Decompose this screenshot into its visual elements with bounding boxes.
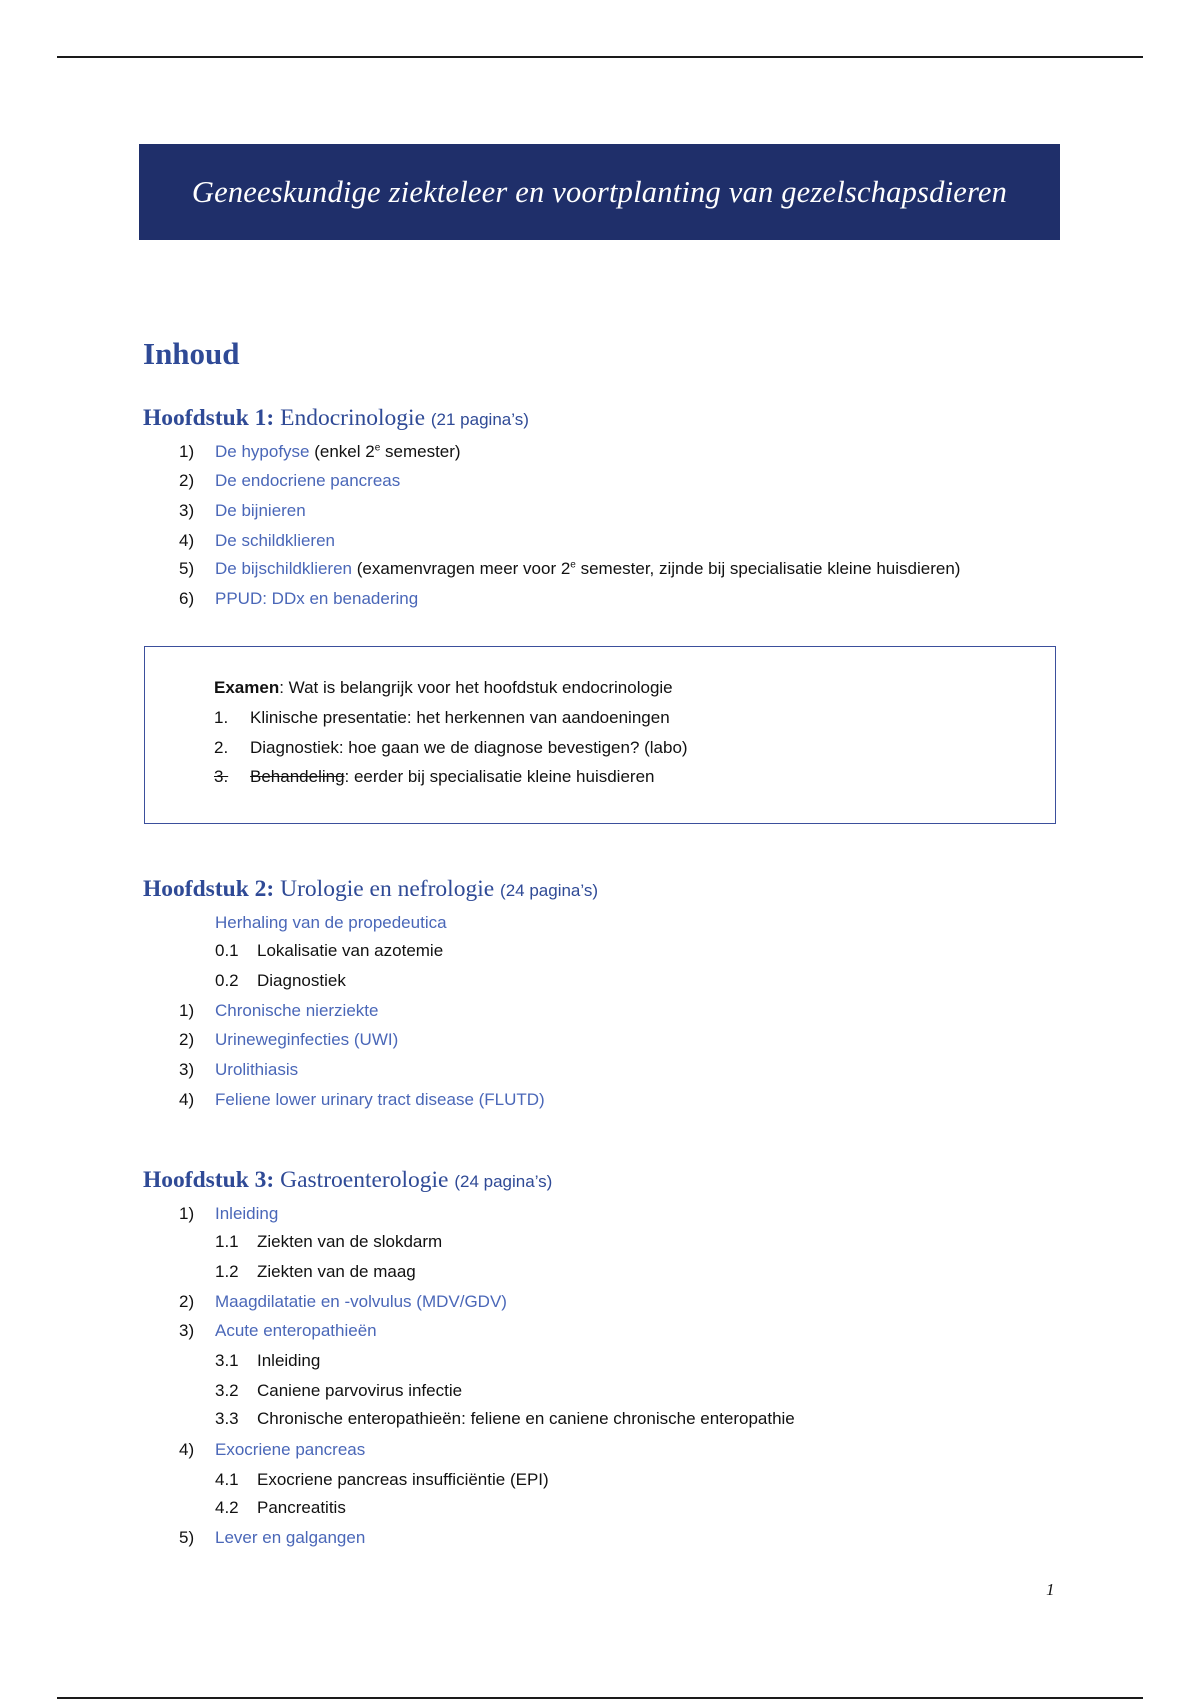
entry-number: 4) [179,1090,195,1109]
subentry-number: 4.1 [215,1470,239,1489]
toc-entry[interactable] [179,471,400,491]
subentry-text: Ziekten van de maag [257,1262,416,1281]
toc-link-nierziekte[interactable]: Chronische nierziekte [215,1001,379,1020]
toc-link-endocriene-pancreas[interactable]: De endocriene pancreas [215,471,401,490]
toc-subentry [215,1470,549,1490]
toc-entry[interactable] [179,1204,278,1224]
subentry-number: 0.2 [215,971,239,990]
toc-subentry [215,1351,320,1371]
toc-link-uwi[interactable]: Urineweginfecties (UWI) [215,1030,399,1049]
entry-number: 1) [179,1001,195,1020]
subentry-number: 3.3 [215,1409,239,1428]
chapter-3-label: Hoofdstuk 3: [143,1167,275,1193]
chapter-1-heading [143,405,529,432]
exam-item-text: Diagnostiek: hoe gaan we de diagnose bevestigen? (labo) [250,738,688,757]
entry-number: 4) [179,531,195,550]
chapter-3-heading [143,1167,552,1194]
exam-note-box [144,646,1056,824]
exam-item-text: : eerder bij specialisatie kleine huisdieren [344,767,655,786]
subentry-text: Inleiding [257,1351,321,1370]
subentry-number: 1.2 [215,1262,239,1281]
chapter-3-title: Gastroenterologie [280,1167,449,1193]
toc-subentry [215,941,443,961]
entry-number: 4) [179,1440,195,1459]
entry-number: 5) [179,1528,195,1547]
subentry-text: Caniene parvovirus infectie [257,1381,463,1400]
page-number: 1 [1046,1580,1055,1599]
entry-number: 1) [179,1204,195,1223]
toc-link-urolithiasis[interactable]: Urolithiasis [215,1060,299,1079]
entry-number: 2) [179,471,195,490]
chapter-3-pages: (24 pagina’s) [454,1172,553,1191]
toc-link-acute-enteropathieen[interactable]: Acute enteropathieën [215,1321,377,1340]
exam-item-number: 2. [214,738,229,757]
entry-number: 1) [179,442,195,461]
entry-note-sup: e [374,442,381,454]
toc-link-schildklieren[interactable]: De schildklieren [215,531,335,550]
toc-entry[interactable] [179,442,461,462]
chapter-2-label: Hoofdstuk 2: [143,876,275,902]
toc-subentry [215,1498,346,1518]
subentry-number: 3.2 [215,1381,239,1400]
chapter-2-pages: (24 pagina’s) [500,881,599,900]
toc-subentry [215,1381,462,1401]
exam-intro [214,678,673,698]
document-title: Geneeskundige ziekteleer en voortplanting van gezelschapsdieren [191,174,1008,209]
toc-link-exocriene-pancreas[interactable]: Exocriene pancreas [215,1440,366,1459]
entry-note: (enkel 2 [314,442,375,461]
chapter-1-pages: (21 pagina’s) [430,410,529,429]
chapter-2-title: Urologie en nefrologie [280,876,495,902]
top-rule [57,56,1143,58]
toc-entry[interactable] [179,559,960,579]
toc-entry[interactable] [179,1030,398,1050]
title-banner [139,144,1060,240]
subentry-text: Diagnostiek [257,971,346,990]
subentry-number: 1.1 [215,1232,239,1251]
subentry-text: Pancreatitis [257,1498,346,1517]
toc-subentry [215,1232,442,1252]
subentry-text: Exocriene pancreas insufficiëntie (EPI) [257,1470,549,1489]
entry-number: 3) [179,1321,195,1340]
chapter-1-label: Hoofdstuk 1: [143,405,275,431]
chapter-1-title: Endocrinologie [280,405,426,431]
subentry-text: Chronische enteropathieën: feliene en caniene chronische enteropathie [257,1409,795,1428]
toc-link-propedeutica[interactable]: Herhaling van de propedeutica [215,913,447,932]
toc-entry[interactable] [179,1528,365,1548]
exam-item-text: Klinische presentatie: het herkennen van aandoeningen [250,708,670,727]
exam-item [214,767,654,787]
exam-item-number: 3. [214,767,229,786]
toc-link-ppud[interactable]: PPUD: DDx en benadering [215,589,419,608]
entry-note-end: semester, zijnde bij specialisatie kleine huisdieren) [575,559,961,578]
subentry-number: 0.1 [215,941,239,960]
subentry-text: Lokalisatie van azotemie [257,941,444,960]
exam-item [214,708,670,728]
entry-note-sup: e [570,559,576,571]
exam-label: Examen [214,678,280,697]
exam-item-number: 1. [214,708,229,727]
toc-link-mdv-gdv[interactable]: Maagdilatatie en -volvulus (MDV/GDV) [215,1292,507,1311]
entry-number: 2) [179,1030,195,1049]
entry-number: 3) [179,1060,195,1079]
toc-entry[interactable] [179,1060,298,1080]
toc-entry[interactable] [179,1090,545,1110]
entry-number: 5) [179,559,195,578]
chapter-2-heading [143,876,598,903]
toc-entry[interactable] [179,501,306,521]
entry-note-end: semester) [380,442,461,461]
toc-entry[interactable] [179,531,335,551]
toc-link-bijnieren[interactable]: De bijnieren [215,501,306,520]
subentry-text: Ziekten van de slokdarm [257,1232,443,1251]
subentry-number: 3.1 [215,1351,239,1370]
toc-link-hypofyse[interactable]: De hypofyse [215,442,310,461]
entry-number: 2) [179,1292,195,1311]
bottom-rule [57,1697,1143,1699]
toc-entry[interactable] [179,1292,507,1312]
toc-entry[interactable] [179,589,418,609]
toc-link-lever-galgangen[interactable]: Lever en galgangen [215,1528,366,1547]
exam-item-struck-text: Behandeling [250,767,345,786]
toc-heading: Inhoud [143,336,240,371]
toc-subentry [215,1262,416,1282]
toc-link-inleiding[interactable]: Inleiding [215,1204,279,1223]
subentry-number: 4.2 [215,1498,239,1517]
toc-entry[interactable] [179,1001,378,1021]
toc-subentry [215,1409,795,1429]
toc-link-flutd[interactable]: Feliene lower urinary tract disease (FLUTD) [215,1090,545,1109]
entry-number: 6) [179,589,195,608]
exam-item [214,738,688,758]
exam-intro-text: : Wat is belangrijk voor het hoofdstuk endocrinologie [279,678,673,697]
toc-entry[interactable] [179,1321,377,1341]
toc-subentry [215,971,346,991]
entry-note: (examenvragen meer voor 2 [356,559,571,578]
toc-link-bijschildklieren[interactable]: De bijschildklieren [215,559,353,578]
toc-entry[interactable] [179,1440,365,1460]
entry-number: 3) [179,501,195,520]
